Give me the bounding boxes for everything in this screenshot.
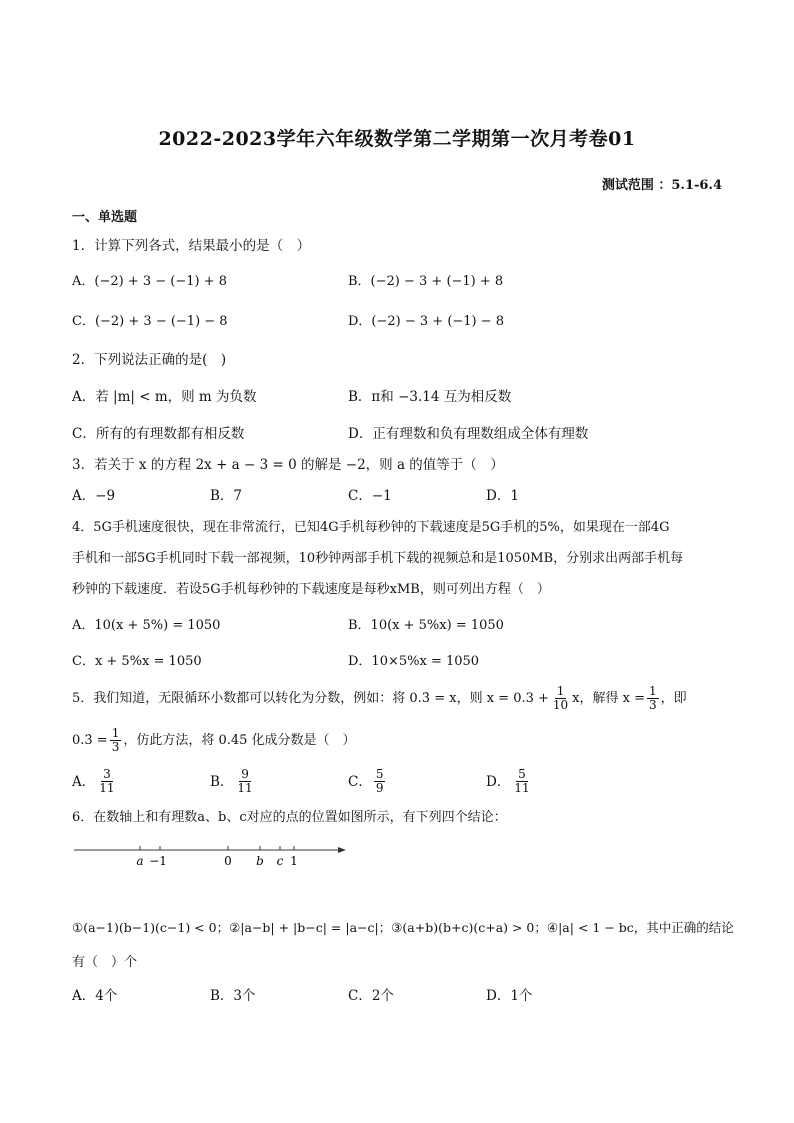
- q5-text-2: x，解得 x =: [572, 690, 645, 706]
- label-a: a: [136, 854, 144, 868]
- option-fraction: [235, 768, 254, 795]
- fraction-numerator: 5: [518, 767, 526, 781]
- option-fraction: [512, 768, 531, 795]
- fraction-numerator: 9: [241, 767, 249, 781]
- q4-option-c: C．x + 5%x = 1050: [72, 654, 202, 669]
- fraction-numerator: 1: [111, 726, 120, 740]
- q5-fraction-1-3: [647, 685, 659, 712]
- q1-option-a: A．(−2) + 3 − (−1) + 8: [72, 274, 228, 289]
- q4-option-b: B．10(x + 5%x) = 1050: [348, 618, 504, 633]
- label-one: 1: [290, 854, 298, 868]
- q6-option-d: D．1个: [486, 988, 533, 1004]
- q3-option-c: C．−1: [348, 488, 392, 504]
- option-letter: A．: [72, 773, 96, 790]
- option-fraction: [97, 768, 116, 795]
- label-zero: 0: [224, 854, 232, 868]
- q2-option-d: D．正有理数和负有理数组成全体有理数: [348, 426, 589, 442]
- q5-fraction-1-10: [551, 685, 570, 712]
- fraction-denominator: 3: [649, 698, 657, 712]
- q5-text-1: 5．我们知道，无限循环小数都可以转化为分数，例如：将 0.3̇ = x，则 x = 0.3 +: [72, 690, 549, 706]
- q3-option-d: D．1: [486, 488, 519, 504]
- q4-stem-line-2: 手机和一部5G手机同时下载一部视频，10秒钟两部手机下载的视频总和是1050MB，分别求出两部手机每: [72, 551, 684, 566]
- q6-option-b: B．3个: [210, 988, 256, 1004]
- q3-stem: 3．若关于 x 的方程 2x + a − 3 = 0 的解是 −2，则 a 的值等于（ ）: [72, 457, 504, 473]
- q5-text-3: ，即: [660, 690, 687, 706]
- option-letter: C．: [348, 773, 372, 790]
- fraction-denominator: 11: [99, 781, 115, 795]
- option-letter: D．: [486, 773, 511, 790]
- q4-stem-line-1: 4．5G手机速度很快，现在非常流行，已知4G手机每秒钟的下载速度是5G手机的5%，如果现在一部4G: [72, 520, 670, 535]
- q5-fraction-1-3-b: [110, 727, 122, 754]
- option-letter: B．: [210, 773, 234, 790]
- q5-stem-line-1: [72, 685, 687, 712]
- label-c: c: [276, 854, 284, 868]
- q6-stem: 6．在数轴上和有理数a、b、c对应的点的位置如图所示，有下列四个结论：: [72, 810, 507, 825]
- label-b: b: [256, 854, 264, 868]
- q4-option-d: D．10×5%x = 1050: [348, 654, 480, 669]
- q4-option-a: A．10(x + 5%) = 1050: [72, 618, 221, 633]
- q2-option-c: C．所有的有理数都有相反数: [72, 426, 245, 442]
- q2-option-a: A．若 |m| < m，则 m 为负数: [72, 389, 257, 405]
- fraction-numerator: 1: [556, 684, 565, 698]
- q5-option-b: [210, 768, 257, 795]
- q5-stem-line-2: [72, 727, 356, 754]
- option-fraction: [374, 768, 386, 795]
- q4-stem-line-3: 秒钟的下载速度．若设5G手机每秒钟的下载速度是每秒xMB，则可列出方程（ ）: [72, 582, 550, 597]
- q5-text-4: 0.3̇ =: [72, 732, 108, 748]
- arrow-icon: [338, 847, 346, 853]
- fraction-numerator: 1: [649, 684, 657, 698]
- q6-statements: ①(a−1)(b−1)(c−1) < 0；②|a−b| + |b−c| = |a−c|；③(a+b)(b+c)(c+a) > 0；④|a| < 1 − bc，其中正确的结论: [72, 920, 734, 935]
- fraction-denominator: 11: [237, 781, 253, 795]
- q5-option-a: [72, 768, 119, 795]
- fraction-numerator: 3: [103, 767, 111, 781]
- q6-option-c: C．2个: [348, 988, 394, 1004]
- q5-option-d: [486, 768, 534, 795]
- test-range: 测试范围 ：5.1-6.4: [601, 178, 722, 193]
- fraction-denominator: 3: [111, 740, 120, 754]
- q3-option-a: A．−9: [72, 488, 116, 504]
- q3-option-b: B．7: [210, 488, 243, 504]
- q2-option-b: B．π和 −3.14 互为相反数: [348, 389, 512, 405]
- q1-stem: 1．计算下列各式，结果最小的是（ ）: [72, 238, 311, 254]
- q2-stem: 2．下列说法正确的是( ): [72, 352, 227, 368]
- q1-option-b: B．(−2) − 3 + (−1) + 8: [348, 274, 504, 289]
- q5-text-5: ，仿此方法，将 0.4̇5̇ 化成分数是（ ）: [123, 732, 356, 748]
- section-heading: 一、单选题: [72, 210, 138, 225]
- page-title: 2022-2023学年六年级数学第二学期第一次月考卷01: [158, 128, 636, 150]
- label-neg-one: −1: [149, 854, 167, 868]
- number-line-figure: [72, 840, 350, 870]
- fraction-denominator: 11: [514, 781, 530, 795]
- q6-option-a: A．4个: [72, 988, 118, 1004]
- q5-option-c: [348, 768, 387, 795]
- q1-option-c: C．(−2) + 3 − (−1) − 8: [72, 314, 228, 329]
- fraction-denominator: 10: [552, 698, 569, 712]
- q1-option-d: D．(−2) − 3 + (−1) − 8: [348, 314, 505, 329]
- fraction-numerator: 5: [375, 767, 384, 781]
- fraction-denominator: 9: [375, 781, 384, 795]
- q6-stem-line-2: 有（ ）个: [72, 955, 138, 970]
